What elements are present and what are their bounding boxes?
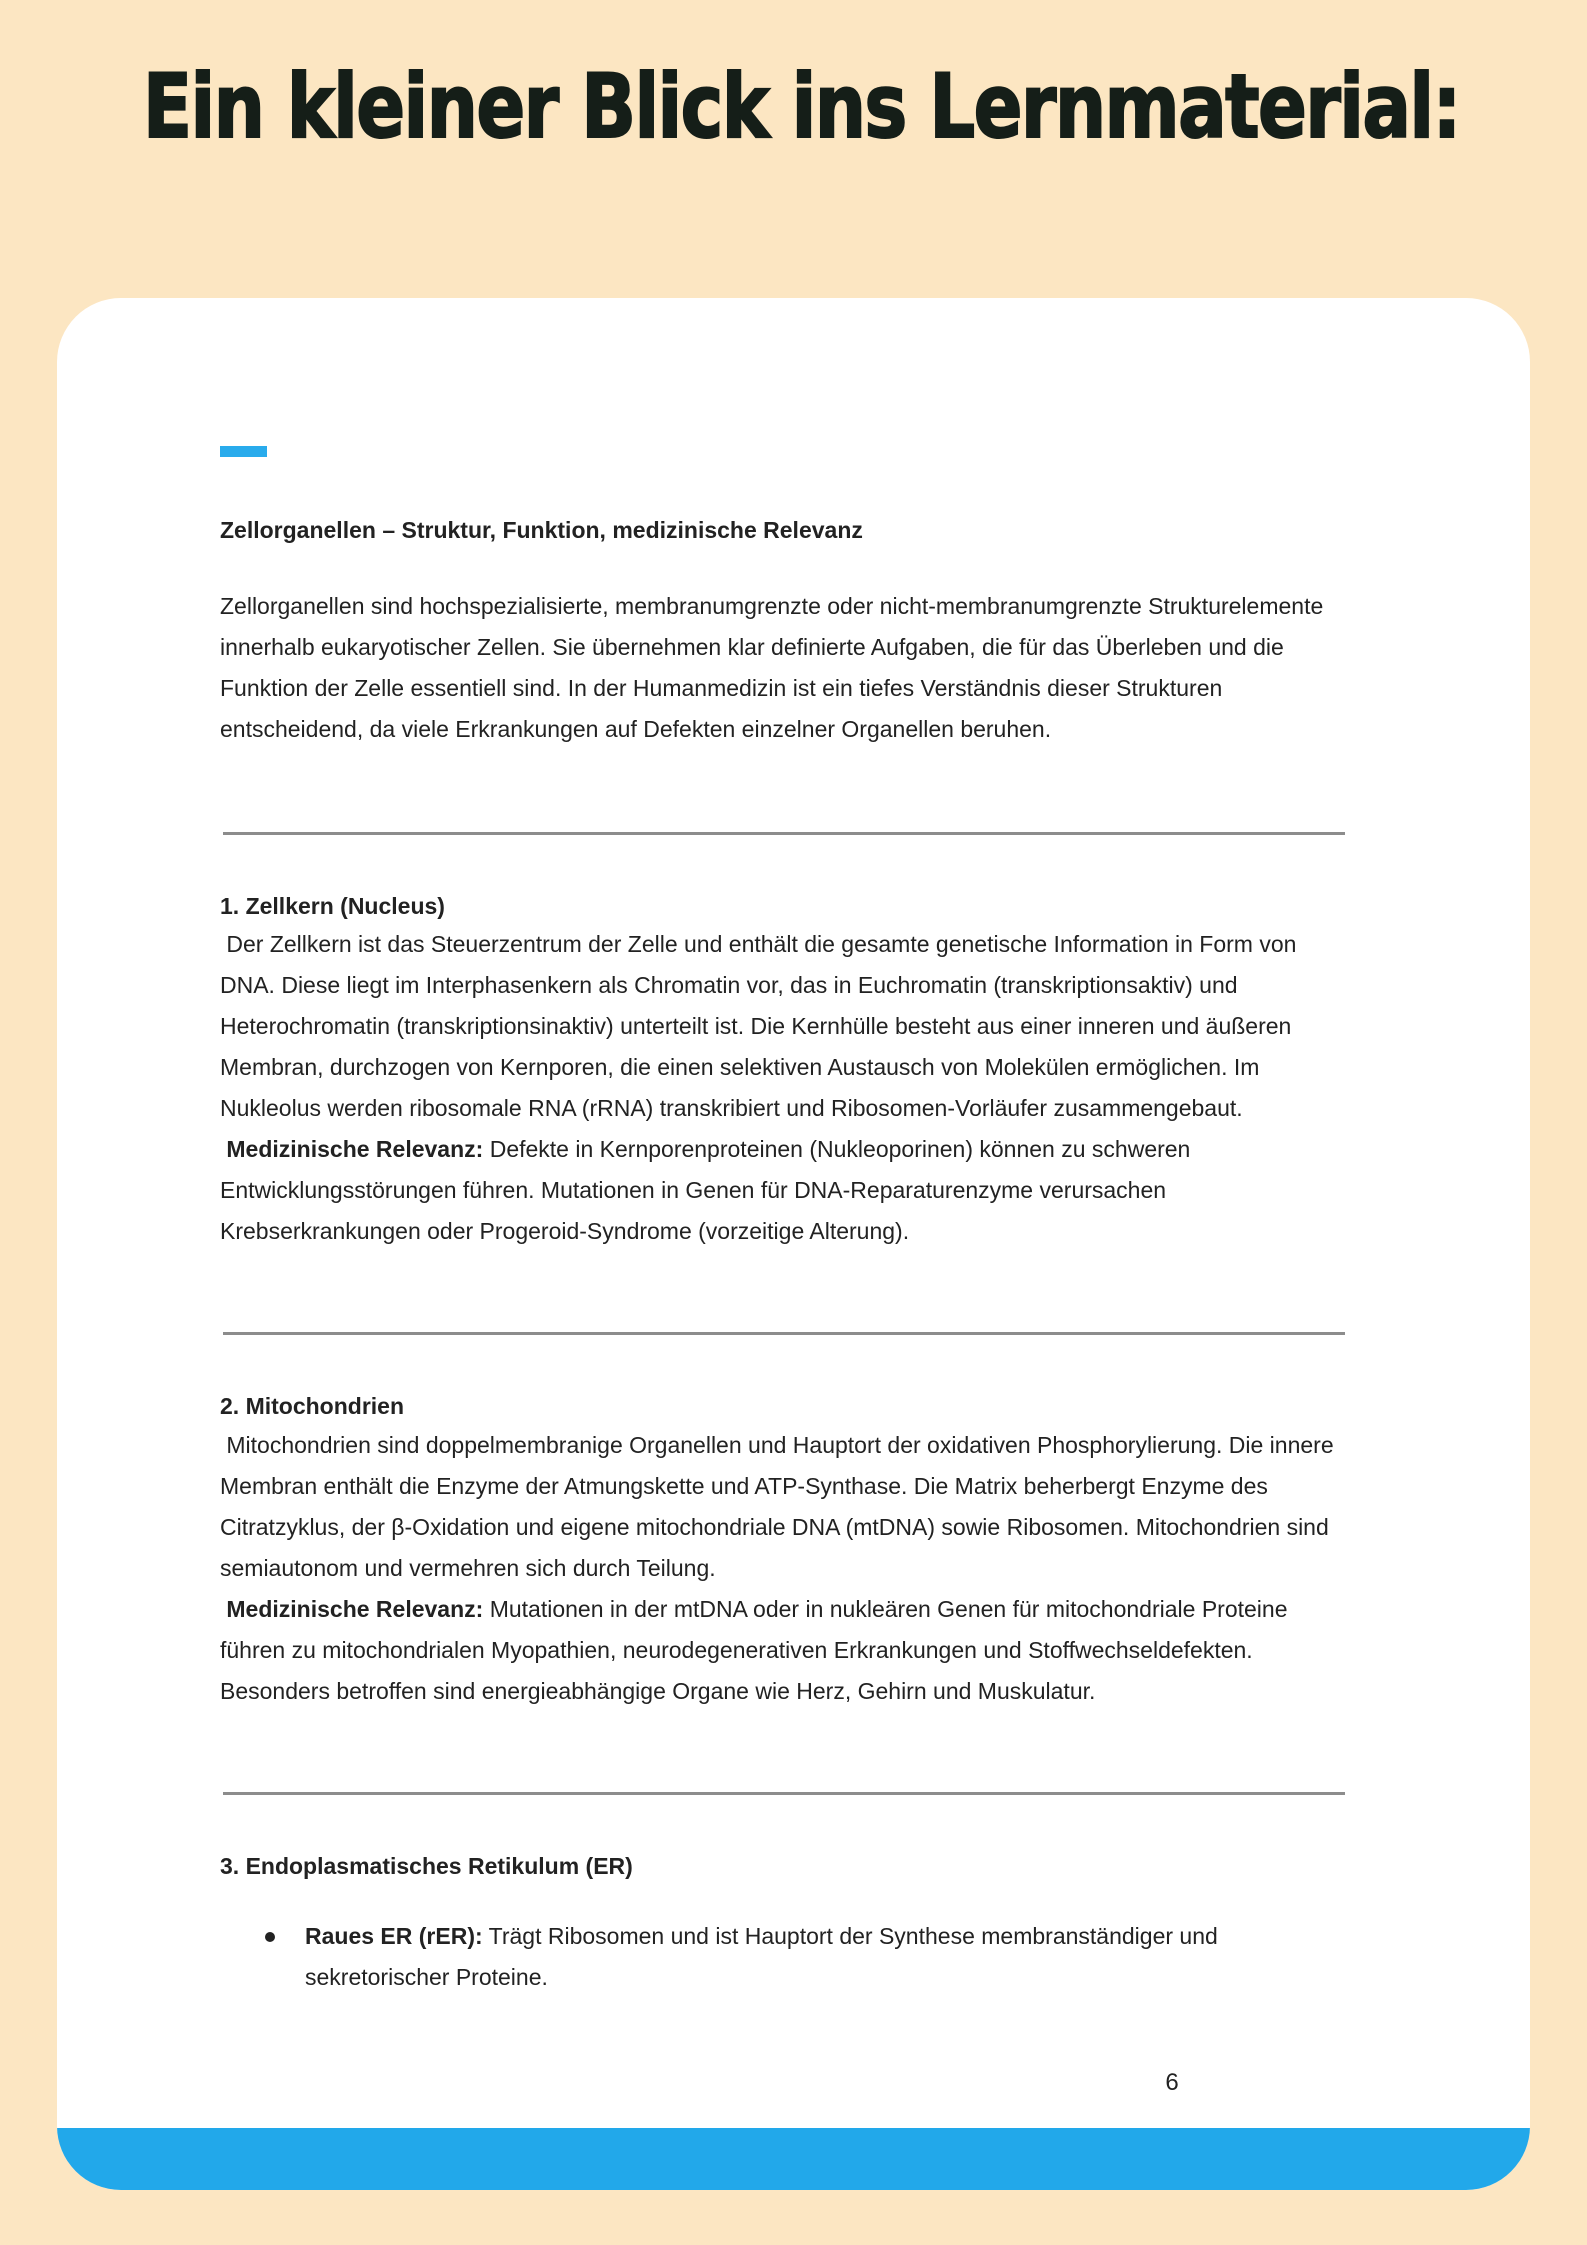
relevance-text: Mutationen in der mtDNA oder in nukleären Genen für mitochondriale Proteine führen zu mitochondrialen Myopathien, neurodegenerativen Erkrankungen und Stoffwechseldefekten. Besonders betroffen sind energieabhängige Organe wie Herz, Gehirn und Muskulatur. — [220, 1596, 1294, 1704]
section-title-er: 3. Endoplasmatisches Retikulum (ER) — [220, 1853, 633, 1879]
section-divider — [223, 1792, 1345, 1795]
intro-text: Zellorganellen sind hochspezialisierte, membranumgrenzte oder nicht-membranumgrenzte Strukturelemente innerhalb eukaryotischer Zellen. Sie übernehmen klar definierte Aufgaben, die für das Überleben und die Funktion der Zelle essentiell sind. In der Humanmedizin ist ein tiefes Verständnis dieser Strukturen entscheidend, da viele Erkrankungen auf Defekten einzelner Organellen beruhen. — [220, 593, 1330, 742]
section-title-nucleus: 1. Zellkern (Nucleus) — [220, 893, 445, 919]
bullet-label: Raues ER (rER): — [305, 1923, 483, 1949]
section-body-text: Der Zellkern ist das Steuerzentrum der Zelle und enthält die gesamte genetische Information in Form von DNA. Diese liegt im Interphasenkern als Chromatin vor, das in Euchromatin (transkriptionsaktiv) und Heterochromatin (transkriptionsinaktiv) unterteilt ist. Die Kernhülle besteht aus einer inneren und äußeren Membran, durchzogen von Kernporen, die einen selektiven Austausch von Molekülen ermöglichen. Im Nukleolus werden ribosomale RNA (rRNA) transkribiert und Ribosomen-Vorläufer zusammengebaut. — [220, 931, 1303, 1121]
section-body-text: Mitochondrien sind doppelmembranige Organellen und Hauptort der oxidativen Phosphorylierung. Die innere Membran enthält die Enzyme der Atmungskette und ATP-Synthase. Die Matrix beherbergt Enzyme des Citratzyklus, der β-Oxidation und eigene mitochondriale DNA (mtDNA) sowie Ribosomen. Mitochondrien sind semiautonom und vermehren sich durch Teilung. — [220, 1432, 1341, 1581]
relevance-label: Medizinische Relevanz: — [220, 1136, 484, 1162]
document-card — [57, 298, 1530, 2190]
relevance-label: Medizinische Relevanz: — [220, 1596, 484, 1622]
footer-bar — [57, 2128, 1530, 2190]
list-item — [265, 1916, 1345, 1998]
section-body-nucleus — [220, 924, 1345, 1252]
bullet-marker — [265, 1932, 275, 1942]
page-title: Ein kleiner Blick ins Lernmaterial: — [142, 55, 1460, 158]
page-number: 6 — [1165, 2069, 1179, 2096]
intro-paragraph — [220, 586, 1345, 750]
accent-dash — [220, 446, 267, 457]
section-divider — [223, 1332, 1345, 1335]
bullet-content — [305, 1916, 1345, 1998]
bullet-text: Trägt Ribosomen und ist Hauptort der Synthese membranständiger und sekretorischer Proteine. — [305, 1923, 1225, 1990]
relevance-text: Defekte in Kernporenproteinen (Nukleoporinen) können zu schweren Entwicklungsstörungen führen. Mutationen in Genen für DNA-Reparaturenzyme verursachen Krebserkrankungen oder Progeroid-Syndrome (vorzeitige Alterung). — [220, 1136, 1197, 1244]
section-body-mitochondria — [220, 1425, 1345, 1712]
page-title-wrap — [142, 55, 1460, 158]
section-title-mitochondria: 2. Mitochondrien — [220, 1393, 404, 1419]
document-heading: Zellorganellen – Struktur, Funktion, medizinische Relevanz — [220, 517, 863, 543]
section-divider — [223, 832, 1345, 835]
